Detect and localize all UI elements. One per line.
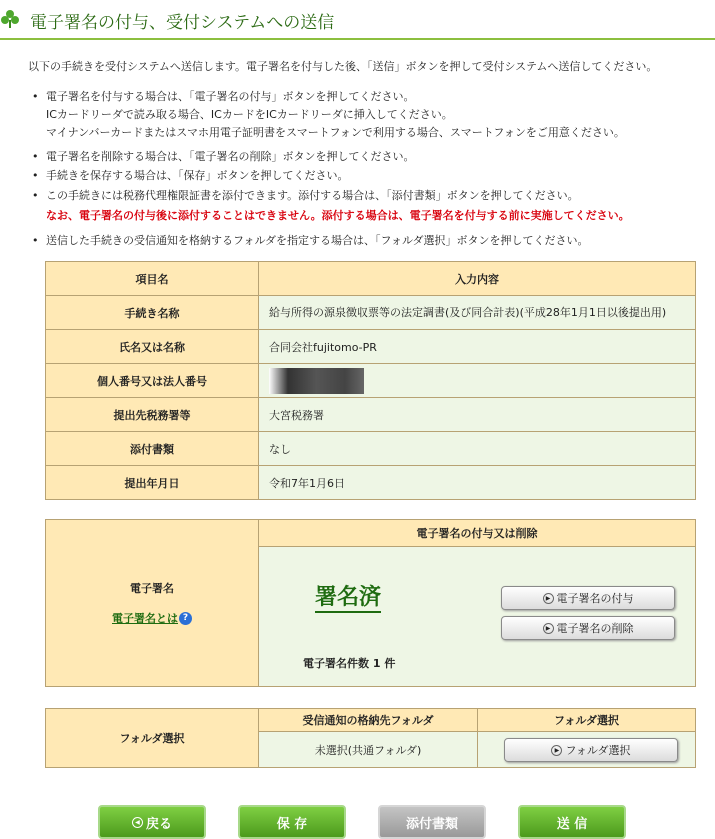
play-icon: ▶ [543,623,554,634]
send-button[interactable]: 送 信 [518,805,626,839]
signature-help-link[interactable]: 電子署名とは [112,612,178,625]
list-item: • 電子署名を削除する場合は、「電子署名の削除」ボタンを押してください。 [30,148,630,166]
header-value: 入力内容 [259,262,696,296]
table-row: 氏名又は名称 合同会社fujitomo-PR [46,330,696,364]
table-row: 提出先税務署等 大宮税務署 [46,398,696,432]
redacted-block [269,368,364,394]
list-item: • 手続きを保存する場合は、「保存」ボタンを押してください。 [30,166,630,186]
add-signature-button[interactable]: ▶ 電子署名の付与 [501,586,675,610]
folder-select-button[interactable]: ▶ フォルダ選択 [504,738,678,762]
folder-table [45,708,696,768]
attach-button[interactable]: 添付書類 [378,805,486,839]
back-button[interactable]: ◀ 戻る [98,805,206,839]
signature-section-header: 電子署名の付与又は削除 [259,520,696,547]
play-icon: ▶ [543,593,554,604]
instruction-list [30,88,630,251]
list-item: • 電子署名を付与する場合は、「電子署名の付与」ボタンを押してください。 ICカードリーダで読み取る場合、ICカードをICカードリーダに挿入してください。 マイナンバーカードまたはスマホ用電子証明書をスマートフォンで利用する場合、スマートフォンをご用意ください。 [30,88,630,142]
play-icon: ▶ [551,745,562,756]
signature-panel [259,547,696,687]
delete-signature-button[interactable]: ▶ 電子署名の削除 [501,616,675,640]
signature-count: 電子署名件数 1 件 [303,657,396,671]
table-row: 添付書類 なし [46,432,696,466]
table-row: 提出年月日 令和7年1月6日 [46,466,696,500]
table-row: 個人番号又は法人番号 [46,364,696,398]
folder-col2-header: フォルダ選択 [478,709,696,732]
signature-status: 署名済 [315,585,381,613]
table-row: 手続き名称 給与所得の源泉徴収票等の法定調書(及び同合計表)(平成28年1月1日以後提出用) [46,296,696,330]
list-item: • この手続きには税務代理権限証書を添付できます。添付する場合は、「添付書類」ボタンを押してください。 [30,186,630,206]
folder-label: フォルダ選択 [46,709,259,768]
save-button[interactable]: 保 存 [238,805,346,839]
list-item: • 送信した手続きの受信通知を格納するフォルダを指定する場合は、「フォルダ選択」ボタンを押してください。 [30,231,630,251]
page-header [0,0,715,40]
signature-label: 電子署名 [130,582,174,595]
back-icon: ◀ [132,817,143,828]
header-item: 項目名 [46,262,259,296]
help-icon[interactable]: ? [179,612,192,625]
signature-table [45,519,696,687]
page-title: 電子署名の付与、受付システムへの送信 [30,13,335,33]
info-table [45,261,696,500]
folder-col1-header: 受信通知の格納先フォルダ [259,709,478,732]
intro-text: 以下の手続きを受付システムへ送信します。電子署名を付与した後、「送信」ボタンを押して受付システムへ送信してください。 [28,60,658,73]
warning-text: なお、電子署名の付与後に添付することはできません。添付する場合は、電子署名を付与する前に実施してください。 [46,209,630,222]
clover-icon [0,9,20,29]
folder-value: 未選択(共通フォルダ) [259,732,478,768]
